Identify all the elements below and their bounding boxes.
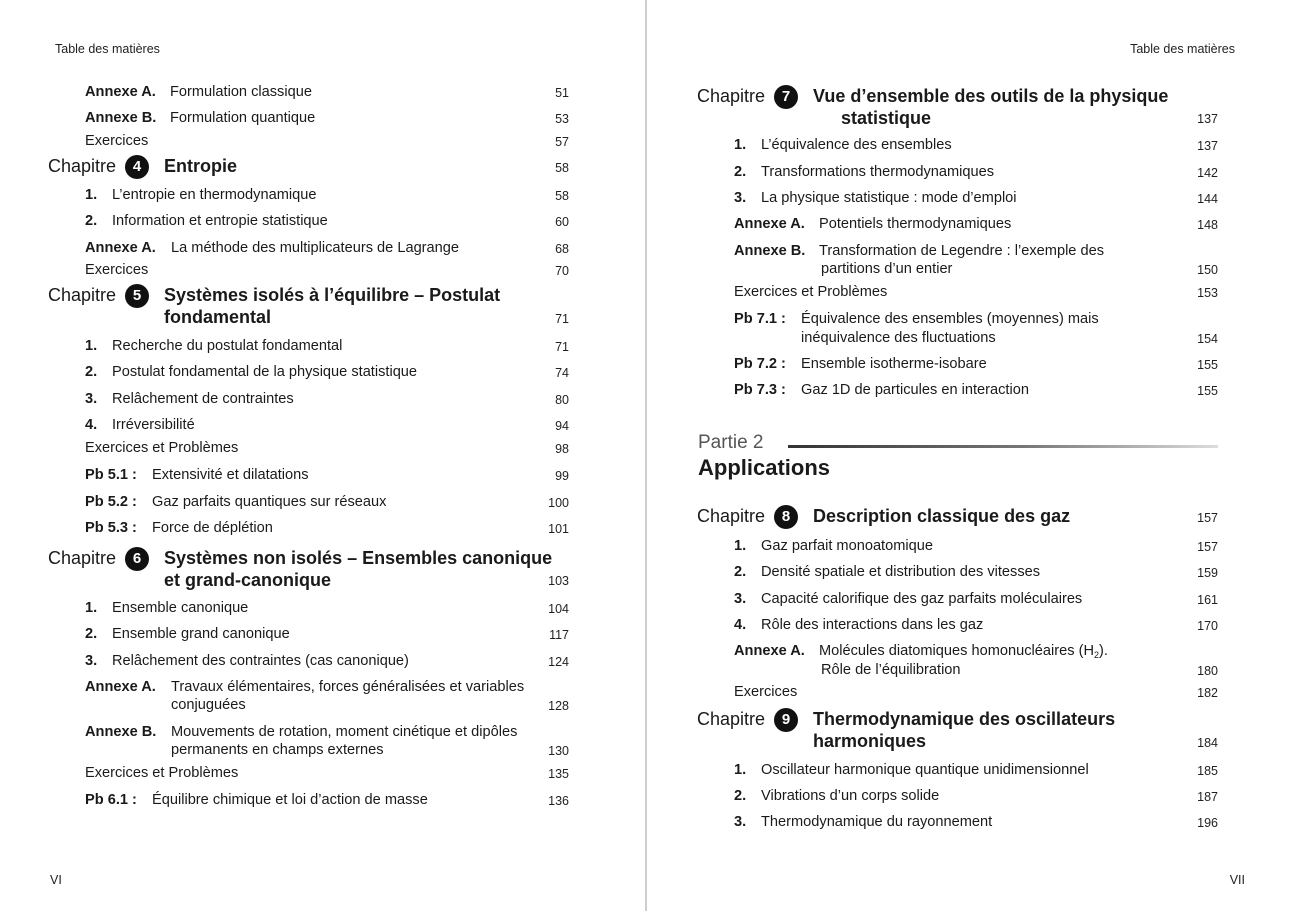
page-number: 99 (555, 469, 569, 483)
page-number: 128 (548, 699, 569, 713)
toc-entry-section[interactable] (734, 813, 992, 831)
entry-label: Pb 7.1 : (734, 311, 786, 327)
entry-title: Exercices (85, 262, 149, 278)
entry-label: Annexe B. (85, 110, 157, 126)
entry-label: 2. (734, 164, 747, 180)
entry-label: 3. (734, 591, 747, 607)
entry-title-continued (171, 741, 384, 759)
right-page (647, 0, 1292, 911)
entry-title: Exercices et Problèmes (734, 284, 888, 300)
entry-title: Mouvements de rotation, moment cinétique et dipôles (171, 724, 518, 740)
page-number: 180 (1197, 664, 1218, 678)
page-number: 187 (1197, 790, 1218, 804)
toc-entry-section[interactable] (85, 625, 290, 643)
chapter-title-continued: statistique (841, 108, 932, 128)
entry-label: 1. (734, 137, 747, 153)
toc-entry-section[interactable] (734, 163, 994, 181)
entry-title: permanents en champs externes (171, 742, 384, 758)
entry-label: Pb 5.3 : (85, 520, 137, 536)
entry-title: Formulation quantique (170, 110, 316, 126)
chapter-number-badge: 7 (774, 85, 798, 109)
page-number: 185 (1197, 764, 1218, 778)
toc-entry-problem[interactable] (734, 355, 987, 373)
toc-entry-section[interactable] (85, 416, 195, 434)
entry-title: Oscillateur harmonique quantique unidimensionnel (761, 762, 1089, 778)
entry-title: Rôle des interactions dans les gaz (761, 617, 984, 633)
entry-title: Exercices (734, 684, 798, 700)
page-number: 58 (555, 189, 569, 203)
entry-title: conjuguées (171, 697, 246, 713)
chapter-number-badge: 6 (125, 547, 149, 571)
page-number: 154 (1197, 332, 1218, 346)
entry-label: Pb 5.2 : (85, 494, 137, 510)
chapter-word: Chapitre (48, 548, 117, 568)
entry-title: Relâchement des contraintes (cas canonique) (112, 653, 409, 669)
entry-label: Annexe A. (734, 216, 805, 232)
page-number: 57 (555, 135, 569, 149)
entry-label: 1. (85, 187, 98, 203)
page-number: 60 (555, 215, 569, 229)
entry-title: Ensemble isotherme-isobare (801, 356, 987, 372)
chapter-number-badge: 8 (774, 505, 798, 529)
entry-title: Force de déplétion (152, 520, 273, 536)
entry-title-continued (801, 329, 996, 347)
page-number: 159 (1197, 566, 1218, 580)
page-number: 161 (1197, 593, 1218, 607)
toc-entry-exercises[interactable] (85, 261, 148, 279)
entry-title: Vibrations d’un corps solide (761, 788, 940, 804)
entry-title: L’entropie en thermodynamique (112, 187, 317, 203)
page-number: 94 (555, 419, 569, 433)
entry-title: Potentiels thermodynamiques (819, 216, 1012, 232)
entry-label: 1. (734, 538, 747, 554)
entry-title: Densité spatiale et distribution des vitesses (761, 564, 1041, 580)
page-number: 184 (1197, 736, 1218, 750)
page-number: 104 (548, 602, 569, 616)
chapter-title-continued: fondamental (164, 307, 272, 327)
part-label: Partie 2 (698, 432, 764, 453)
page-number: 157 (1197, 540, 1218, 554)
toc-entry-annex[interactable] (734, 215, 1011, 233)
toc-entry-problem[interactable] (734, 310, 1099, 328)
page-number: 103 (548, 574, 569, 588)
chapter-title[interactable]: Thermodynamique des oscillateurs (813, 709, 1116, 729)
left-page (0, 0, 645, 911)
entry-title: Travaux élémentaires, forces généralisées et variables (171, 679, 525, 695)
running-head: Table des matières (1130, 42, 1235, 56)
entry-title-part: ). (1099, 643, 1108, 659)
toc-entry-annex[interactable] (85, 109, 315, 127)
entry-title: Exercices (85, 133, 149, 149)
page-number: 157 (1197, 511, 1218, 525)
toc-entry-exercises[interactable] (85, 764, 238, 782)
page-number: 51 (555, 86, 569, 100)
entry-label: Annexe A. (734, 643, 805, 659)
entry-title: Recherche du postulat fondamental (112, 338, 343, 354)
toc-entry-section[interactable] (85, 212, 328, 230)
folio: VII (1229, 873, 1245, 887)
toc-entry-section[interactable] (85, 363, 417, 381)
toc-entry-exercises[interactable] (85, 439, 238, 457)
entry-title: Capacité calorifique des gaz parfaits moléculaires (761, 591, 1083, 607)
toc-entry-section[interactable] (85, 599, 248, 617)
page-number: 155 (1197, 358, 1218, 372)
entry-title: Thermodynamique du rayonnement (761, 814, 993, 830)
entry-title: Gaz 1D de particules en interaction (801, 382, 1029, 398)
page-number: 144 (1197, 192, 1218, 206)
entry-title: Gaz parfaits quantiques sur réseaux (152, 494, 387, 510)
toc-entry-exercises[interactable] (85, 132, 148, 150)
entry-title: Information et entropie statistique (112, 213, 328, 229)
page-number: 70 (555, 264, 569, 278)
entry-label: 2. (85, 364, 98, 380)
toc-entry-section[interactable] (734, 136, 952, 154)
toc-entry-section[interactable] (734, 189, 1017, 207)
entry-label: Annexe B. (85, 724, 157, 740)
toc-entry-section[interactable] (734, 563, 1040, 581)
entry-title: Transformations thermodynamiques (761, 164, 995, 180)
page-number: 148 (1197, 218, 1218, 232)
chapter-number-badge: 4 (125, 155, 149, 179)
toc-entry-annex[interactable] (85, 83, 312, 101)
chapter-word: Chapitre (697, 506, 766, 526)
page-number: 58 (555, 161, 569, 175)
page-number: 136 (548, 794, 569, 808)
entry-title: Gaz parfait monoatomique (761, 538, 933, 554)
entry-title: L’équivalence des ensembles (761, 137, 952, 153)
toc-entry-section[interactable] (85, 390, 294, 408)
chapter-word: Chapitre (48, 156, 117, 176)
toc-entry-section[interactable] (734, 787, 939, 805)
chapter-number-badge: 9 (774, 708, 798, 732)
toc-entry-annex[interactable] (85, 723, 517, 741)
entry-label: 4. (85, 417, 98, 433)
chapter-word: Chapitre (697, 86, 766, 106)
entry-title: Formulation classique (170, 84, 312, 100)
page-number: 137 (1197, 112, 1218, 126)
chapter-title[interactable]: Systèmes isolés à l’équilibre – Postulat (164, 285, 501, 305)
entry-title: La méthode des multiplicateurs de Lagrange (171, 240, 460, 256)
toc-entry-annex[interactable] (85, 239, 459, 257)
entry-label: Pb 5.1 : (85, 467, 137, 483)
toc-entry-exercises[interactable] (734, 283, 887, 301)
page-number: 53 (555, 112, 569, 126)
entry-title: Ensemble grand canonique (112, 626, 290, 642)
chapter-title[interactable]: Vue d’ensemble des outils de la physique (813, 86, 1169, 106)
page-number: 155 (1197, 384, 1218, 398)
entry-title: Irréversibilité (112, 417, 195, 433)
entry-title: Exercices et Problèmes (85, 440, 239, 456)
chapter-title-continued: et grand-canonique (164, 570, 332, 590)
part-title[interactable]: Applications (698, 455, 831, 480)
subscript: 2 (1093, 650, 1099, 660)
page-number: 98 (555, 442, 569, 456)
entry-label: 1. (734, 762, 747, 778)
page-number: 142 (1197, 166, 1218, 180)
entry-label: Annexe A. (85, 84, 156, 100)
entry-label: 1. (85, 338, 98, 354)
toc-entry-section[interactable] (85, 337, 342, 355)
folio: VI (50, 873, 62, 887)
page-number: 196 (1197, 816, 1218, 830)
page-number: 130 (548, 744, 569, 758)
page-number: 101 (548, 522, 569, 536)
toc-entry-problem[interactable] (85, 519, 273, 537)
entry-title-continued (821, 260, 952, 278)
page-number: 153 (1197, 286, 1218, 300)
entry-title: inéquivalence des fluctuations (801, 330, 996, 346)
toc-entry-section[interactable] (734, 590, 1082, 608)
entry-title: Équilibre chimique et loi d’action de masse (152, 792, 428, 808)
toc-entry-section[interactable] (734, 616, 983, 634)
page-number: 68 (555, 242, 569, 256)
page-number: 170 (1197, 619, 1218, 633)
toc-entry-problem[interactable] (85, 791, 428, 809)
chapter-title[interactable]: Entropie (164, 156, 238, 176)
entry-label: 2. (734, 564, 747, 580)
toc-entry-section[interactable] (85, 652, 409, 670)
chapter-word: Chapitre (697, 709, 766, 729)
page-number: 124 (548, 655, 569, 669)
entry-title-continued (171, 696, 246, 714)
entry-label: 1. (85, 600, 98, 616)
entry-title: Équivalence des ensembles (moyennes) mais (801, 311, 1099, 327)
entry-label: Annexe A. (85, 240, 156, 256)
entry-title: Relâchement de contraintes (112, 391, 294, 407)
entry-label: Pb 6.1 : (85, 792, 137, 808)
entry-title: Ensemble canonique (112, 600, 249, 616)
entry-title: partitions d’un entier (821, 261, 953, 277)
entry-label: 3. (85, 391, 98, 407)
page-number: 71 (555, 340, 569, 354)
chapter-title[interactable]: Description classique des gaz (813, 506, 1071, 526)
entry-label: 2. (85, 626, 98, 642)
page-number: 182 (1197, 686, 1218, 700)
page-number: 117 (549, 628, 569, 642)
page-number: 80 (555, 393, 569, 407)
page-number: 135 (548, 767, 569, 781)
page-number: 100 (548, 496, 569, 510)
part-rule (788, 445, 1218, 448)
running-head: Table des matières (55, 42, 160, 56)
entry-title-continued (821, 661, 961, 679)
entry-label: 4. (734, 617, 747, 633)
entry-title: La physique statistique : mode d’emploi (761, 190, 1017, 206)
entry-label: Pb 7.2 : (734, 356, 786, 372)
entry-label: 2. (734, 788, 747, 804)
entry-label: 3. (734, 814, 747, 830)
page-number: 74 (555, 366, 569, 380)
toc-entry-exercises[interactable] (734, 683, 797, 701)
entry-label: 3. (734, 190, 747, 206)
chapter-title-continued: harmoniques (813, 731, 927, 751)
toc-entry-section[interactable] (734, 537, 933, 555)
toc-entry-annex[interactable] (85, 678, 524, 696)
page-number: 137 (1197, 139, 1218, 153)
page-number: 71 (555, 312, 569, 326)
entry-label: 2. (85, 213, 98, 229)
chapter-title[interactable]: Systèmes non isolés – Ensembles canonique (164, 548, 553, 568)
entry-title: Transformation de Legendre : l’exemple des (819, 243, 1105, 259)
page-number: 150 (1197, 263, 1218, 277)
toc-entry-annex[interactable] (734, 242, 1104, 260)
toc-entry-section[interactable] (734, 761, 1089, 779)
toc-entry-problem[interactable] (85, 466, 309, 484)
entry-label: Annexe A. (85, 679, 156, 695)
toc-entry-section[interactable] (85, 186, 316, 204)
toc-entry-problem[interactable] (85, 493, 386, 511)
entry-label: 3. (85, 653, 98, 669)
entry-title: Extensivité et dilatations (152, 467, 309, 483)
entry-label: Pb 7.3 : (734, 382, 786, 398)
entry-title: Postulat fondamental de la physique statistique (112, 364, 418, 380)
entry-label: Annexe B. (734, 243, 806, 259)
entry-title: Exercices et Problèmes (85, 765, 239, 781)
toc-entry-problem[interactable] (734, 381, 1029, 399)
entry-title: Rôle de l’équilibration (821, 662, 961, 678)
chapter-word: Chapitre (48, 285, 117, 305)
chapter-number-badge: 5 (125, 284, 149, 308)
entry-title-part: Molécules diatomiques homonucléaires (H (819, 643, 1094, 659)
